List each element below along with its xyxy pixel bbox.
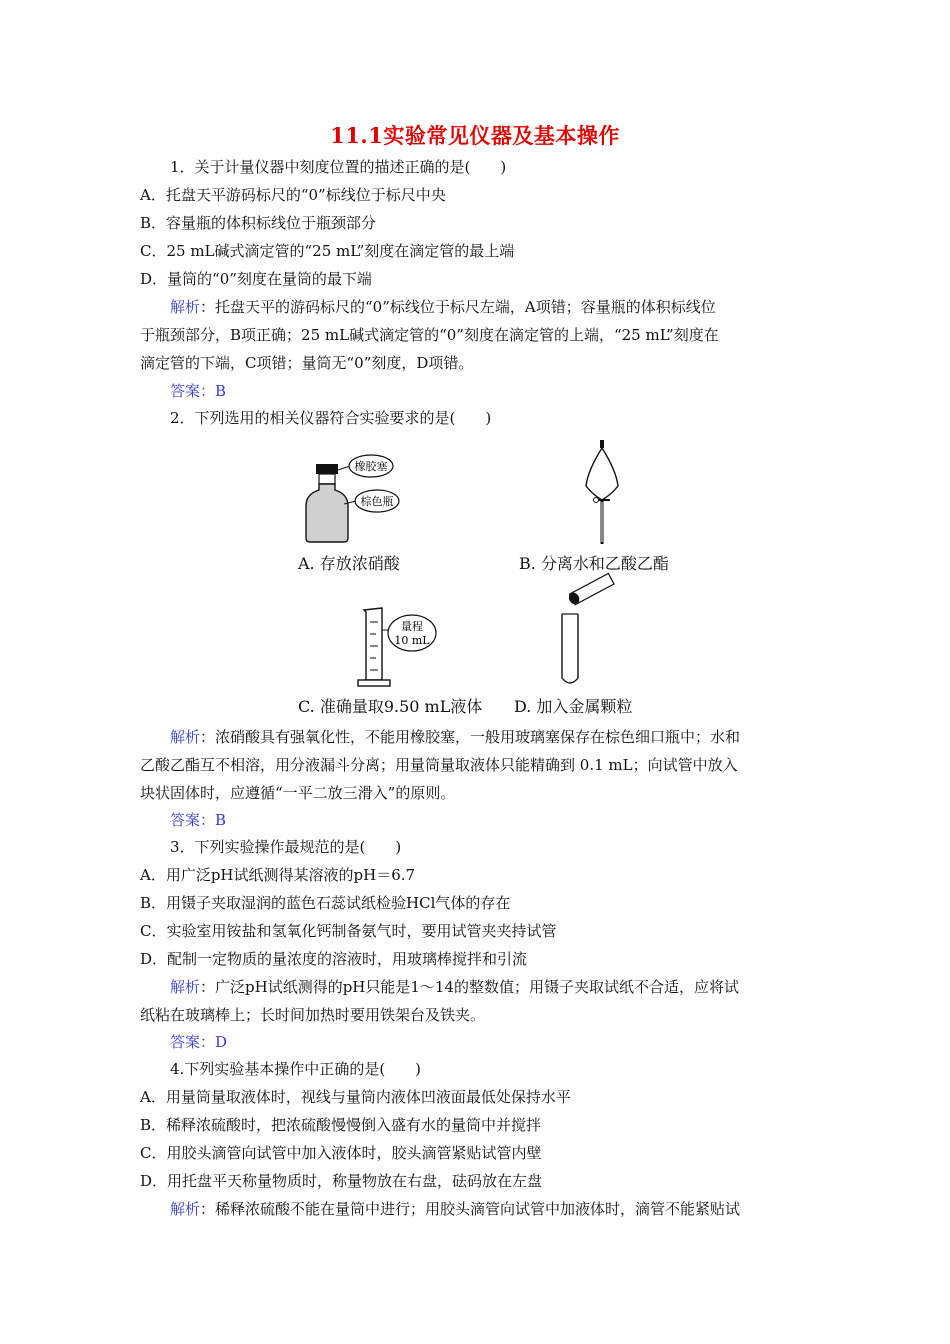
q1-option-c: C．25 mL碱式滴定管的“25 mL”刻度在滴定管的最上端 — [140, 242, 515, 260]
q3-option-c: C．实验室用铵盐和氢氧化钙制备氨气时，要用试管夹夹持试管 — [140, 922, 557, 940]
analysis-tag: 解析 — [170, 1200, 201, 1218]
analysis-tag: 解析 — [170, 978, 201, 996]
analysis-tag: 解析 — [170, 298, 201, 316]
q2-stem: 2．下列选用的相关仪器符合实验要求的是( ) — [170, 409, 492, 427]
q2-analysis-line-3: 块状固体时，应遵循“一平二放三滑入”的原则。 — [140, 784, 456, 802]
q4-option-a: A．用量筒量取液体时，视线与量筒内液体凹液面最低处保持水平 — [140, 1088, 571, 1106]
q1-answer: 答案：B — [170, 382, 227, 400]
q4-analysis-line-1: 解析：稀释浓硫酸不能在量筒中进行；用胶头滴管向试管中加液体时，滴管不能紧贴试 — [170, 1200, 741, 1218]
figure-label-b: B. 分离水和乙酸乙酯 — [519, 554, 669, 573]
q2-analysis-line-2: 乙酸乙酯互不相溶，用分液漏斗分离；用量筒量取液体只能精确到 0.1 mL；向试管中放入 — [140, 756, 738, 774]
q2-analysis-line-1: 解析：浓硝酸具有强氧化性，不能用橡胶塞，一般用玻璃塞保存在棕色细口瓶中；水和 — [170, 728, 741, 746]
analysis-tag: 解析 — [170, 728, 201, 746]
figure-label-c: C. 准确量取9.50 mL液体 — [298, 697, 483, 716]
callout-bottle: 棕色瓶 — [360, 495, 394, 508]
q3-analysis-line-2: 纸粘在玻璃棒上；长时间加热时要用铁架台及铁夹。 — [140, 1006, 486, 1024]
q1-analysis-line-1: 解析：托盘天平的游码标尺的“0”标线位于标尺左端，A项错；容量瓶的体积标线位 — [170, 298, 716, 316]
callout-stopper: 橡胶塞 — [354, 460, 388, 473]
q4-option-c: C．用胶头滴管向试管中加入液体时，胶头滴管紧贴试管内壁 — [140, 1144, 542, 1162]
q1-analysis-line-3: 滴定管的下端，C项错；量筒无“0”刻度，D项错。 — [140, 354, 474, 372]
q3-stem: 3．下列实验操作最规范的是( ) — [170, 838, 402, 856]
q3-option-d: D．配制一定物质的量浓度的溶液时，用玻璃棒搅拌和引流 — [140, 950, 528, 968]
q4-option-d: D．用托盘平天称量物质时，称量物放在右盘，砝码放在左盘 — [140, 1172, 543, 1190]
q1-option-d: D．量筒的“0”刻度在量筒的最下端 — [140, 270, 372, 288]
q1-option-a: A．托盘天平游码标尺的“0”标线位于标尺中央 — [140, 186, 446, 204]
measuring-cylinder-icon — [358, 608, 436, 686]
apparatus-figure — [0, 430, 950, 730]
q1-analysis-line-2: 于瓶颈部分，B项正确；25 mL碱式滴定管的“0”刻度在滴定管的上端，“25 mL”刻度在 — [140, 326, 719, 344]
page-title: 11.1实验常见仪器及基本操作 — [330, 123, 620, 148]
q3-option-a: A．用广泛pH试纸测得某溶液的pH＝6.7 — [140, 866, 416, 884]
q1-option-b: B．容量瓶的体积标线位于瓶颈部分 — [140, 214, 377, 232]
q4-option-b: B．稀释浓硫酸时，把浓硫酸慢慢倒入盛有水的量筒中并搅拌 — [140, 1116, 542, 1134]
q4-stem: 4.下列实验基本操作中正确的是( ) — [170, 1060, 422, 1078]
q3-analysis-line-1: 解析：广泛pH试纸测得的pH只能是1～14的整数值；用镊子夹取试纸不合适，应将试 — [170, 978, 740, 996]
test-tube-icon — [562, 573, 614, 683]
figure-label-a: A. 存放浓硝酸 — [298, 554, 400, 573]
separatory-funnel-icon — [586, 440, 618, 544]
callout-range-2: 10 mL — [394, 634, 430, 647]
q2-answer: 答案：B — [170, 811, 227, 829]
q1-stem: 1．关于计量仪器中刻度位置的描述正确的是( ) — [170, 158, 507, 176]
q3-answer: 答案：D — [170, 1033, 228, 1051]
figure-label-d: D. 加入金属颗粒 — [514, 697, 633, 716]
callout-range-1: 量程 — [401, 620, 423, 633]
q3-option-b: B．用镊子夹取湿润的蓝色石蕊试纸检验HCl气体的存在 — [140, 894, 511, 912]
